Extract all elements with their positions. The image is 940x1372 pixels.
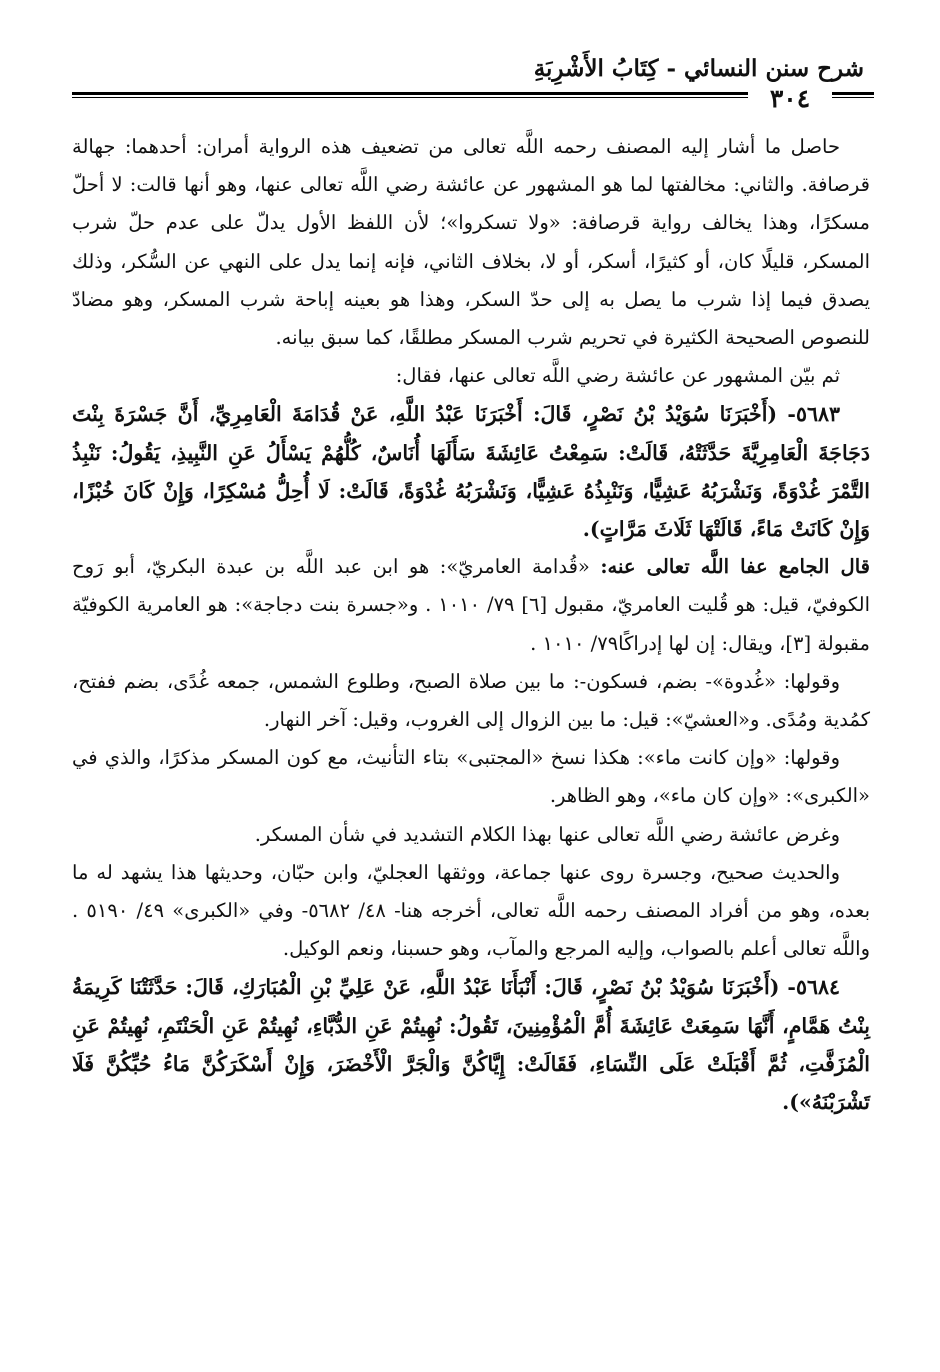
paragraph-grading: والحديث صحيح، وجسرة روى عنها جماعة، ووثقها العجليّ، وابن حبّان، وحديثها هذا يشهد له ما بعده، وهو من أفراد المصنف رحمه اللَّه تعالى، أخرجه هنا- ٤٨/ ٥٦٨٢- وفي «الكبرى» ٤٩/ ٥١٩٠ . واللَّه تعالى أعلم بالصواب، وإليه المرجع والمآب، وهو حسبنا، ونعم الوكيل. — [72, 860, 871, 961]
hadith-5684: ٥٦٨٤- (أَخْبَرَنَا سُوَيْدُ بْنُ نَصْرٍ، قَالَ: أَنْبَأَنَا عَبْدُ اللَّهِ، عَنْ عَلِيِّ بْنِ الْمُبَارَكِ، قَالَ: حَدَّثَتْنَا كَرِيمَةُ بِنْتُ هَمَّامٍ، أَنَّهَا سَمِعَتْ عَائِشَةَ أُمَّ الْمُؤْمِنِينَ، تَقُولُ: نُهِيتُمْ عَنِ الدُّبَّاءِ، نُهِيتُمْ عَنِ الْحَنْتَمِ، نُهِيتُمْ عَنِ الْمُزَفَّتِ، ثُمَّ أَقْبَلَتْ عَلَى النِّسَاءِ، فَقَالَتْ: إِيَّاكُنَّ وَالْجَرَّ الْأَخْضَرَ، وَإِنْ أَسْكَرَكُنَّ مَاءُ حُبِّكُنَّ فَلَا تَشْرَبْنَهُ»). — [72, 975, 870, 1115]
paragraph-transition: ثم بيّن المشهور عن عائشة رضي اللَّه تعالى عنها، فقال: — [395, 364, 840, 388]
paragraph-ghudwa: وقولها: «غُدوة»- بضم، فسكون-: ما بين صلاة الصبح، وطلوع الشمس، جمعه غُدًى، بضم ففتح، كمُدية ومُدًى. و«العشيّ»: قيل: ما بين الزوال إلى الغروب، وقيل: آخر النهار. — [72, 669, 870, 732]
paragraph-wording: وقولها: «وإن كانت ماء»: هكذا نسخ «المجتبى» بتاء التأنيث، مع كون المسكر مذكرًا، والذي في «الكبرى»: «وإن كان ماء»، وهو الظاهر. — [72, 746, 870, 808]
page-body — [72, 128, 870, 1121]
narrators-note: «قُدامة العامريّ»: هو ابن عبد اللَّه بن عبدة البكريّ، أبو رَوح الكوفيّ، قيل: هو قُليت العامريّ، مقبول [٦] ٧٩/ ١٠١٠ . و«جسرة بنت دجاجة»: هو العامرية الكوفيّة مقبولة [٣]، ويقال: إن لها إدراكًا٧٩/ ١٠١٠ . — [72, 555, 871, 655]
paragraph-purpose: وغرض عائشة رضي اللَّه تعالى عنها بهذا الكلام التشديد في شأن المسكر. — [254, 822, 840, 846]
paragraph-narrators — [72, 548, 870, 663]
author-note-lead: قال الجامع عفا اللَّه تعالى عنه: — [600, 555, 870, 579]
paragraph-commentary-weakness: حاصل ما أشار إليه المصنف رحمه اللَّه تعالى من تضعيف هذه الرواية أمران: أحدهما: جهالة قرصافة. والثاني: مخالفتها لما هو المشهور عن عائشة رضي اللَّه تعالى عنها، وهو أنها قالت: لا أحلّ مسكرًا، وهذا يخالف رواية قرصافة: «ولا تسكروا»؛ لأن اللفظ الأول يدلّ على عدم حلّ شرب المسكر، قليلًا كان، أو كثيرًا، أسكر، أو لا، بخلاف الثاني، فإنه إنما يدل على النهي عن السُّكر، وذلك يصدق فيما إذا شرب ما يصل به إلى حدّ السكر، وهذا هو بعينه إباحة شرب المسكر، وهو مضادّ للنصوص الصحيحة الكثيرة في تحريم شرب المسكر مطلقًا، كما سبق بيانه. — [72, 135, 870, 350]
running-head-title: شرح سنن النسائي - كِتَابُ الأَشْرِبَةِ — [533, 55, 864, 82]
hadith-5683: ٥٦٨٣- (أَخْبَرَنَا سُوَيْدُ بْنُ نَصْرٍ، قَالَ: أَخْبَرَنَا عَبْدُ اللَّهِ، عَنْ قُدَامَةَ الْعَامِرِيِّ، أَنَّ جَسْرَةَ بِنْتَ دَجَاجَةَ الْعَامِرِيَّةَ حَدَّثَتْهُ، قَالَتْ: سَمِعْتُ عَائِشَةَ سَأَلَهَا أُنَاسٌ، كُلُّهُمْ يَسْأَلُ عَنِ النَّبِيذِ، يَقُولُ: نَنْبِذُ التَّمْرَ غُدْوَةً، وَنَشْرَبُهُ عَشِيًّا، وَنَنْبِذُهُ عَشِيًّا، وَنَشْرَبُهُ غُدْوَةً، قَالَتْ: لَا أُحِلُّ مُسْكِرًا، وَإِنْ كَانَ خُبْزًا، وَإِنْ كَانَتْ مَاءً، قَالَتْهَا ثَلَاثَ مَرَّاتٍ). — [72, 402, 870, 542]
page-number: ٣٠٤ — [748, 84, 832, 114]
